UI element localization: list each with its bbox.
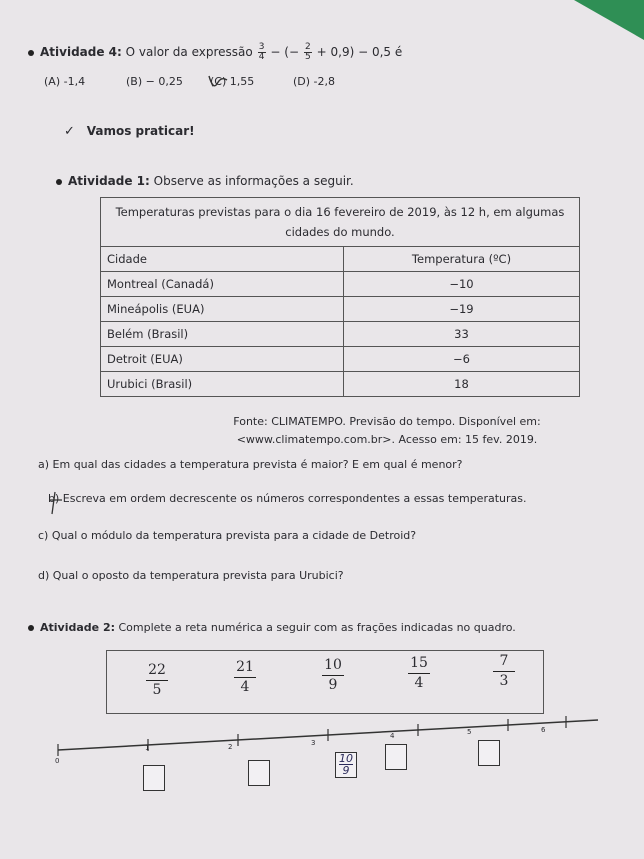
table-source: Fonte: CLIMATEMPO. Previsão do tempo. Disponível em: <www.climatempo.com.br>. Acesso em: 15 fev. 2019.	[233, 415, 541, 446]
handwritten-denominator: 9	[342, 764, 350, 777]
tick-label-5: 5	[467, 728, 472, 736]
option-a: (A) -1,4	[44, 75, 86, 88]
answer-box[interactable]	[143, 765, 165, 791]
bullet	[28, 625, 34, 631]
fraction-10-9: 10 9	[322, 657, 344, 694]
activity-1-statement	[56, 174, 354, 188]
table-row: Urubici (Brasil) 18	[101, 372, 580, 397]
handwritten-numerator: 10	[339, 752, 353, 765]
expression-part: + 0,9) − 0,5 é	[316, 45, 403, 59]
tick-label-6: 6	[541, 726, 546, 734]
table-row: Montreal (Canadá) −10	[101, 272, 580, 297]
answer-box[interactable]	[478, 740, 500, 766]
tick-label-1: 1	[145, 744, 150, 752]
answer-box-filled[interactable]	[335, 752, 357, 778]
activity-4-label: Atividade 4:	[40, 45, 122, 59]
tick-label-2: 2	[228, 743, 233, 751]
fraction-three-quarters: $\frac{3}{4}$	[258, 42, 265, 62]
practice-title: Vamos praticar!	[86, 124, 195, 138]
green-background-corner	[574, 0, 644, 40]
fraction-two-fifths: $\frac{2}{5}$	[304, 42, 311, 62]
number-line	[0, 700, 644, 780]
temperature-table	[100, 197, 580, 397]
tick-label-0: 0	[55, 757, 60, 765]
tick-label-3: 3	[311, 739, 316, 747]
table-row: Belém (Brasil) 33	[101, 322, 580, 347]
table-title: Temperaturas previstas para o dia 16 fevereiro de 2019, às 12 h, em algumas cidades do mundo.	[101, 198, 580, 247]
expression-part: − (−	[270, 45, 299, 59]
question-a: a) Em qual das cidades a temperatura prevista é maior? E em qual é menor?	[38, 458, 463, 471]
activity-1-label: Atividade 1:	[68, 174, 150, 188]
fraction-22-5: 22 5	[146, 662, 168, 699]
bullet	[28, 50, 34, 56]
check-icon: ✓	[64, 124, 75, 139]
option-c: (C) 1,55	[210, 75, 255, 88]
option-b: (B) − 0,25	[126, 75, 183, 88]
activity-2-statement	[28, 621, 516, 634]
activity-1-text: Observe as informações a seguir.	[153, 174, 354, 188]
question-b: b) Escreva em ordem decrescente os números correspondentes a essas temperaturas.	[48, 492, 527, 505]
question-d: d) Qual o oposto da temperatura prevista para Urubici?	[38, 569, 344, 582]
practice-heading	[64, 124, 195, 139]
fraction-21-4: 21 4	[234, 659, 256, 696]
activity-4-text: O valor da expressão	[125, 45, 253, 59]
handwritten-mark-c	[205, 70, 233, 94]
answer-box[interactable]	[248, 760, 270, 786]
question-c: c) Qual o módulo da temperatura prevista para a cidade de Detroid?	[38, 529, 417, 542]
activity-2-text: Complete a reta numérica a seguir com as frações indicadas no quadro.	[118, 621, 516, 634]
table-header-row	[101, 247, 580, 272]
header-temperature: Temperatura (ºC)	[344, 247, 580, 272]
answer-box[interactable]	[385, 744, 407, 770]
activity-4-statement	[28, 43, 402, 62]
handwritten-strike	[46, 488, 66, 518]
table-row: Mineápolis (EUA) −19	[101, 297, 580, 322]
fraction-7-3: 7 3	[493, 653, 515, 690]
header-city: Cidade	[101, 247, 344, 272]
table-title-row	[101, 198, 580, 247]
activity-2-label: Atividade 2:	[40, 621, 115, 634]
option-d: (D) -2,8	[293, 75, 336, 88]
bullet	[56, 179, 62, 185]
fraction-15-4: 15 4	[408, 655, 430, 692]
tick-label-4: 4	[390, 732, 395, 740]
table-row: Detroit (EUA) −6	[101, 347, 580, 372]
